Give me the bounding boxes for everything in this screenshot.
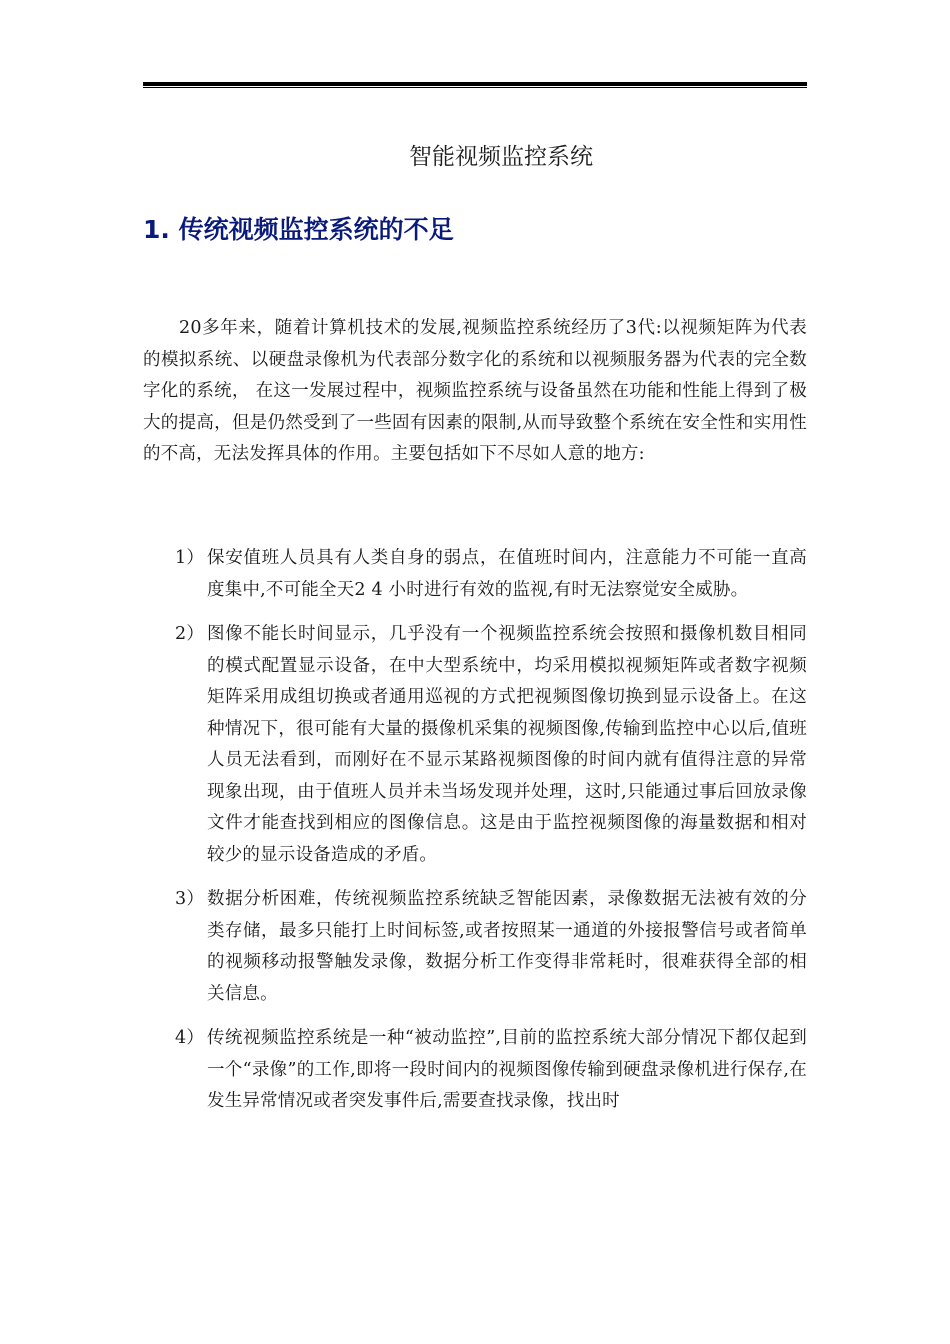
- header-rule-thick: [143, 82, 807, 86]
- document-title: 智能视频监控系统: [409, 144, 593, 170]
- list-item-number: 4）: [175, 1028, 205, 1048]
- list-item-text: 图像不能长时间显示，几乎没有一个视频监控系统会按照和摄像机数目相同的模式配置显示设备，在中大型系统中，均采用模拟视频矩阵或者数字视频矩阵采用成组切换或者通用巡视的方式把视频图像切换到显示设备上。在这种情况下，很可能有大量的摄像机采集的视频图像,传输到监控中心以后,值班人员无法看到，而刚好在不显示某路视频图像的时间内就有值得注意的异常现象出现，由于值班人员并未当场发现并处理，这时,只能通过事后回放录像文件才能查找到相应的图像信息。这是由于监控视频图像的海量数据和相对较少的显示设备造成的矛盾。: [207, 624, 807, 865]
- list-item-text: 数据分析困难，传统视频监控系统缺乏智能因素，录像数据无法被有效的分类存储，最多只能打上时间标签,或者按照某一通道的外接报警信号或者简单的视频移动报警触发录像，数据分析工作变得非常耗时，很难获得全部的相关信息。: [207, 889, 807, 1004]
- list-item-number: 2）: [175, 624, 205, 644]
- list-item-text: 传统视频监控系统是一种“被动监控”,目前的监控系统大部分情况下都仅起到一个“录像”的工作,即将一段时间内的视频图像传输到硬盘录像机进行保存,在发生异常情况或者突发事件后,需要查找录像，找出时: [207, 1028, 807, 1111]
- section-heading: 1. 传统视频监控系统的不足: [143, 215, 454, 244]
- list-item: [143, 1023, 807, 1118]
- list-item-text: 保安值班人员具有人类自身的弱点，在值班时间内，注意能力不可能一直高度集中,不可能全天2 4 小时进行有效的监视,有时无法察觉安全威胁。: [207, 548, 807, 600]
- intro-paragraph: 20多年来，随着计算机技术的发展,视频监控系统经历了3代:以视频矩阵为代表的模拟系统、以硬盘录像机为代表部分数字化的系统和以视频服务器为代表的完全数字化的系统， 在这一发展过程中，视频监控系统与设备虽然在功能和性能上得到了极大的提高，但是仍然受到了一些固有因素的限制,从而导致整个系统在安全性和实用性的不高，无法发挥具体的作用。主要包括如下不尽如人意的地方:: [143, 318, 807, 464]
- list-item: [143, 543, 807, 606]
- list-item: [143, 619, 807, 871]
- list-item-number: 3）: [175, 889, 205, 909]
- header-rule-thin: [143, 87, 807, 88]
- deficiency-list: [143, 543, 807, 1131]
- list-item: [143, 884, 807, 1010]
- list-item-number: 1）: [175, 548, 205, 568]
